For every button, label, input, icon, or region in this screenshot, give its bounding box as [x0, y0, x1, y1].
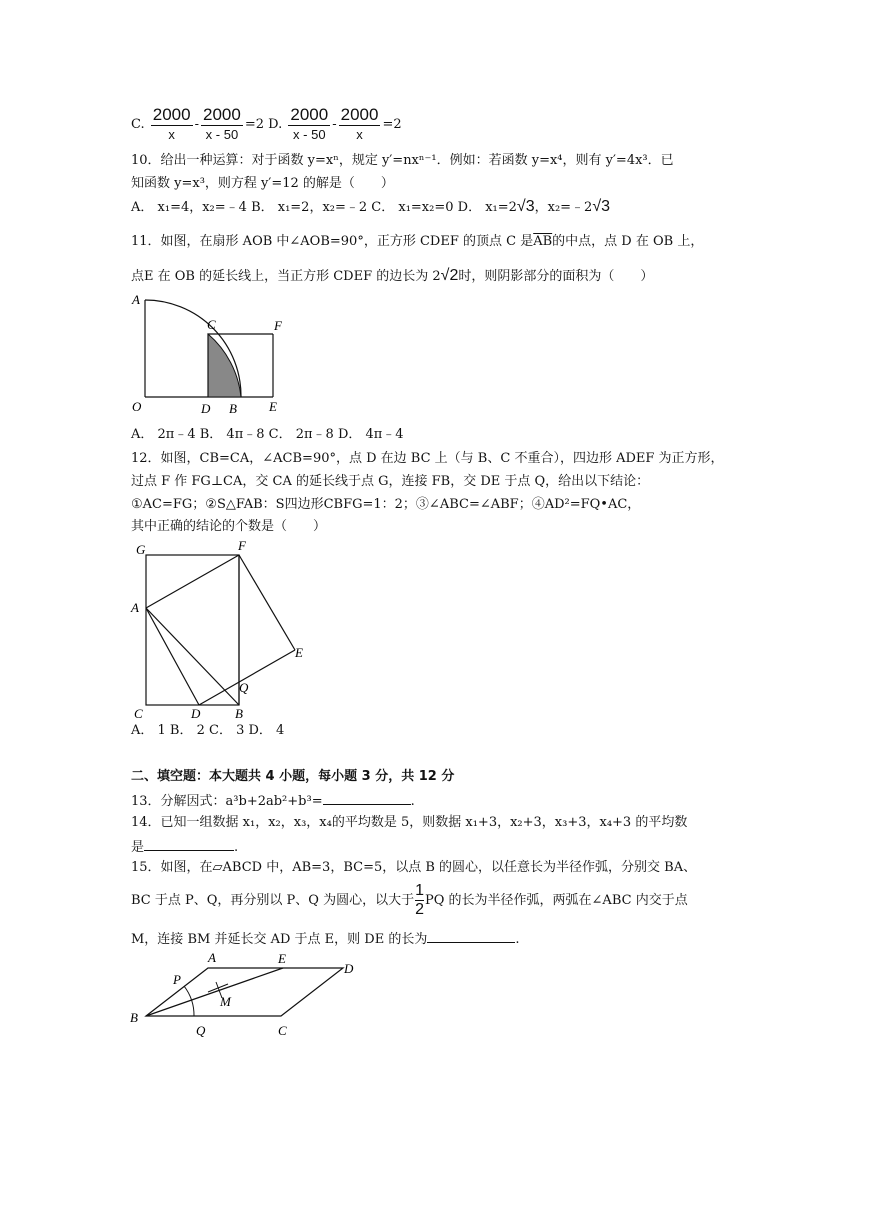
q13-line: 13．分解因式：a³b+2ab²+b³= .: [131, 790, 415, 811]
q11-line2: 点E 在 OB 的延长线上，当正方形 CDEF 的边长为 2√2时，则阴影部分的面积为（ ）: [131, 267, 654, 284]
label-c: C: [207, 317, 216, 332]
label-e: E: [269, 399, 277, 414]
q12-line2: 过点 F 作 FG⊥CA，交 CA 的延长线于点 G，连接 FB，交 DE 于点 Q，给出以下结论：: [131, 474, 650, 489]
q12-line4: 其中正确的结论的个数是（ ）: [131, 519, 327, 534]
q9-d-frac1: $\frac{2000}{x - 50}$: [290, 105, 329, 142]
q14-answer-blank[interactable]: [144, 836, 234, 851]
label-p: P: [173, 972, 181, 987]
label-b: B: [235, 706, 243, 721]
label-f: F: [238, 538, 246, 553]
label-f: F: [274, 318, 282, 333]
q15-half-fraction: $\frac{1}{2}$: [415, 882, 424, 918]
q11-options: A． 2π﹣4 B． 4π﹣8 C． 2π﹣8 D． 4π﹣4: [131, 427, 404, 442]
label-m: M: [220, 994, 231, 1009]
q12-figure: [128, 535, 318, 725]
label-a: A: [131, 600, 139, 615]
q10-options: A． x₁=4，x₂=﹣4 B． x₁=2，x₂=﹣2 C． x₁=x₂=0 D． x₁=2√3，x₂=﹣2√3: [131, 198, 611, 215]
label-a: A: [132, 292, 140, 307]
q15-line2: BC 于点 P、Q，再分别以 P、Q 为圆心，以大于 $\frac{1}{2}$ PQ 的长为半径作弧，两弧在∠ABC 内交于点: [131, 882, 688, 918]
q14-line2: 是 .: [131, 836, 238, 857]
q14-line1: 14．已知一组数据 x₁，x₂，x₃，x₄的平均数是 5，则数据 x₁+3，x₂+3，x₃+3，x₄+3 的平均数: [131, 815, 688, 830]
label-b: B: [229, 401, 237, 416]
arc-ab-label: $\overline{AB}$: [533, 234, 553, 249]
label-o: O: [132, 399, 142, 414]
q15-line3: M，连接 BM 并延长交 AD 于点 E，则 DE 的长为 .: [131, 928, 519, 949]
q13-answer-blank[interactable]: [323, 790, 411, 805]
q15-answer-blank[interactable]: [427, 928, 515, 943]
label-c: C: [278, 1023, 287, 1038]
q9-d-frac2: $\frac{2000}{x}$: [340, 105, 379, 142]
q9-c-frac2: $\frac{2000}{x - 50}$: [203, 105, 241, 142]
q15-line1: 15．如图，在▱ABCD 中，AB=3，BC=5，以点 B 的圆心，以任意长为半径作弧，分别交 BA、: [131, 860, 697, 875]
q9-options: C. $\frac{2000}{x}$ - $\frac{2000}{x - 50}$ =2 D. $\frac{2000}{x - 50}$ - $\frac{2000}{x}$ =2: [131, 105, 402, 142]
label-d: D: [344, 961, 354, 976]
q15-figure: [128, 948, 368, 1043]
q11-line1: 11．如图，在扇形 AOB 中∠AOB=90°，正方形 CDEF 的顶点 C 是$\overline{AB}$的中点，点 D 在 OB 上，: [131, 234, 704, 249]
label-e: E: [295, 645, 303, 660]
label-g: G: [136, 542, 146, 557]
q10-line2: 知函数 y=x³，则方程 y′=12 的解是（ ）: [131, 176, 394, 191]
label-d: D: [201, 401, 211, 416]
q12-line1: 12．如图，CB=CA，∠ACB=90°，点 D 在边 BC 上（与 B、C 不重合），四边形 ADEF 为正方形，: [131, 451, 724, 466]
q9-c-label: C.: [131, 117, 145, 132]
q10-line1: 10．给出一种运算：对于函数 y=xⁿ，规定 y′=nxⁿ⁻¹．例如：若函数 y=x⁴，则有 y′=4x³．已: [131, 153, 674, 168]
label-a: A: [208, 950, 216, 965]
label-e: E: [278, 951, 286, 966]
q9-c-frac1: $\frac{2000}{x}$: [152, 105, 191, 142]
label-q: Q: [196, 1023, 206, 1038]
label-b: B: [130, 1010, 138, 1025]
q11-figure: [128, 290, 298, 420]
label-d: D: [191, 706, 201, 721]
q12-options: A． 1 B． 2 C． 3 D． 4: [131, 723, 285, 738]
q12-line3: ①AC=FG；②S△FAB：S四边形CBFG=1：2；③∠ABC=∠ABF；④AD²=FQ•AC，: [131, 497, 641, 512]
section2-title: 二、填空题：本大题共 4 小题，每小题 3 分，共 12 分: [131, 769, 455, 784]
q9-d-label: D.: [268, 117, 283, 132]
label-q: Q: [239, 680, 249, 695]
label-c: C: [134, 706, 143, 721]
